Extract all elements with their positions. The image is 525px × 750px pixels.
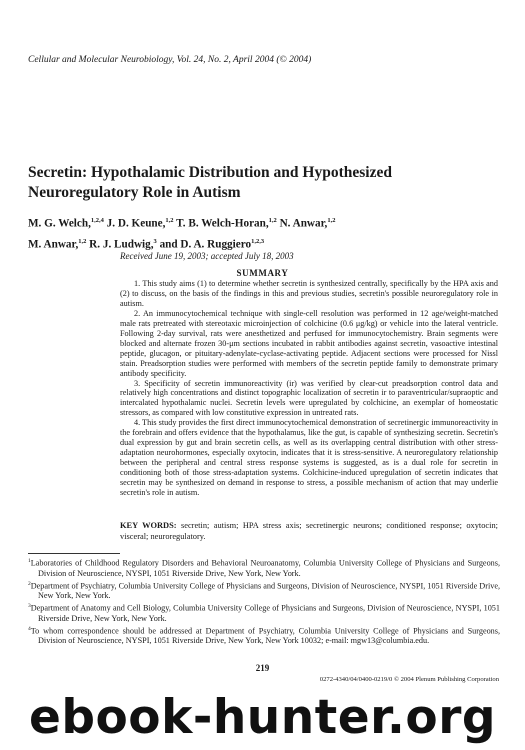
summary-body xyxy=(120,279,498,498)
author-affiliation-mark: 1,2 xyxy=(268,217,277,224)
page-number: 219 xyxy=(255,663,270,673)
paper-title xyxy=(28,163,498,203)
title-line-1: Secretin: Hypothalamic Distribution and Hypothesized xyxy=(28,164,392,181)
footnote-mark: 3 xyxy=(28,603,31,610)
footnote-divider xyxy=(28,553,120,554)
footnote-text: Laboratories of Childhood Regulatory Disorders and Behavioral Neuroanatomy, Columbia University College of Physicians and Surgeons, Division of Neuroscience, NYSPI, 1051 Riverside Drive, New York, New York. xyxy=(30,558,500,578)
footnote-text: Department of Anatomy and Cell Biology, Columbia University College of Physicians and Surgeons, Division of Neuroscience, NYSPI, 1051 Riverside Drive, New York, New York. xyxy=(30,603,500,623)
author-line-1 xyxy=(28,212,498,233)
author-affiliation-mark: 1,2 xyxy=(327,217,336,224)
footnote xyxy=(28,602,500,624)
author-name: and D. A. Ruggiero xyxy=(159,238,252,251)
footnote-mark: 2 xyxy=(28,580,31,587)
author-affiliation-mark: 1,2 xyxy=(78,237,87,245)
author-name: M. G. Welch, xyxy=(28,217,91,230)
author-name: M. Anwar, xyxy=(28,238,79,251)
author-list xyxy=(28,212,498,253)
footnote xyxy=(28,557,500,579)
summary-heading: SUMMARY xyxy=(236,268,289,278)
received-dates: Received June 19, 2003; accepted July 18, 2003 xyxy=(120,251,294,261)
author-affiliation-mark: 1,2,4 xyxy=(90,217,104,224)
keywords-label: KEY WORDS: xyxy=(120,521,177,530)
author-name: N. Anwar, xyxy=(279,217,328,230)
author-name: T. B. Welch-Horan, xyxy=(176,217,269,230)
copyright-line: 0272-4340/04/0400-0219/0 © 2004 Plenum Publishing Corporation xyxy=(319,676,499,683)
footnotes xyxy=(28,557,500,647)
footnote xyxy=(28,580,500,602)
journal-citation: Cellular and Molecular Neurobiology, Vol. 24, No. 2, April 2004 (© 2004) xyxy=(28,55,312,65)
title-line-2: Neuroregulatory Role in Autism xyxy=(28,184,241,201)
author-affiliation-mark: 1,2,3 xyxy=(251,237,265,245)
footnote-mark: 4 xyxy=(28,625,31,632)
footnote-text: Department of Psychiatry, Columbia University College of Physicians and Surgeons, Division of Neuroscience, NYSPI, 1051 Riverside Drive, New York, New York. xyxy=(30,581,500,601)
watermark: ebook-hunter.org xyxy=(28,690,497,745)
footnote xyxy=(28,625,500,647)
author-name: J. D. Keune, xyxy=(106,217,166,230)
author-name: R. J. Ludwig, xyxy=(89,238,154,251)
summary-paragraph: 1. This study aims (1) to determine whether secretin is synthesized centrally, specifically by the HPA axis and (2) to discuss, on the basis of the findings in this and previous studies, secretin's possible neuroregulatory role in autism. xyxy=(120,279,498,308)
footnote-mark: 1 xyxy=(28,558,31,564)
summary-paragraph: 2. An immunocytochemical technique with single-cell resolution was performed in 12 age/weight-matched male rats pretreated with stereotaxic microinjection of colchicine (0.6 μg/kg) or vehicle into the lateral ventricle. Following 2-day survival, rats were anesthetized and perfused for immunocytochemistry. Brain segments were blocked and alternate frozen 30-μm sections incubated in rabbit antibodies against secretin, vasoactive intestinal peptide, glucagon, or pituitary-adenylate-cyclase-activating peptide. Adjacent sections were processed for Nissl stain. Preadsorption studies were performed with members of the secretin peptide family to demonstrate primary antibody specificity. xyxy=(120,308,498,378)
author-affiliation-mark: 3 xyxy=(153,237,157,245)
keywords xyxy=(120,521,498,542)
author-affiliation-mark: 1,2 xyxy=(165,217,174,224)
summary-paragraph: 4. This study provides the first direct immunocytochemical demonstration of secretinergic immunoreactivity in the forebrain and offers evidence that the hypothalamus, like the gut, is capable of synthesizing secretin. Secretin's dual expression by gut and brain secretin cells, as well as its overlapping central distribution with other stress-adaptation neurohormones, especially oxytocin, indicates that it is stress-sensitive. A neuroregulatory relationship between the peripheral and central stress response systems is suggested, as is a dual role for secretin in conditioning both of those stress-adaptation systems. Colchicine-induced upregulation of secretin indicates that secretin may be synthesized on demand in response to stress, a possible mechanism of action that may underlie secretin's role in autism. xyxy=(120,418,498,498)
footnote-text: To whom correspondence should be addressed at Department of Psychiatry, Columbia University College of Physicians and Surgeons, Division of Neuroscience, NYSPI, 1051 Riverside Drive, New York, New York 10032; e-mail: mgw13@columbia.edu. xyxy=(30,626,500,646)
keywords-text: secretin; autism; HPA stress axis; secretinergic neurons; conditioned response; oxytocin; visceral; neuroregulatory. xyxy=(120,521,498,541)
summary-paragraph: 3. Specificity of secretin immunoreactivity (ir) was verified by clear-cut preadsorption control data and relatively high concentrations and distinct topographic localization of secretin ir to paraventricular/supraoptic and intercalated hypothalamic nuclei. Secretin levels were upregulated by colchicine, an exemplar of homeostatic stressors, as compared with low constitutive expression in untreated rats. xyxy=(120,378,498,418)
